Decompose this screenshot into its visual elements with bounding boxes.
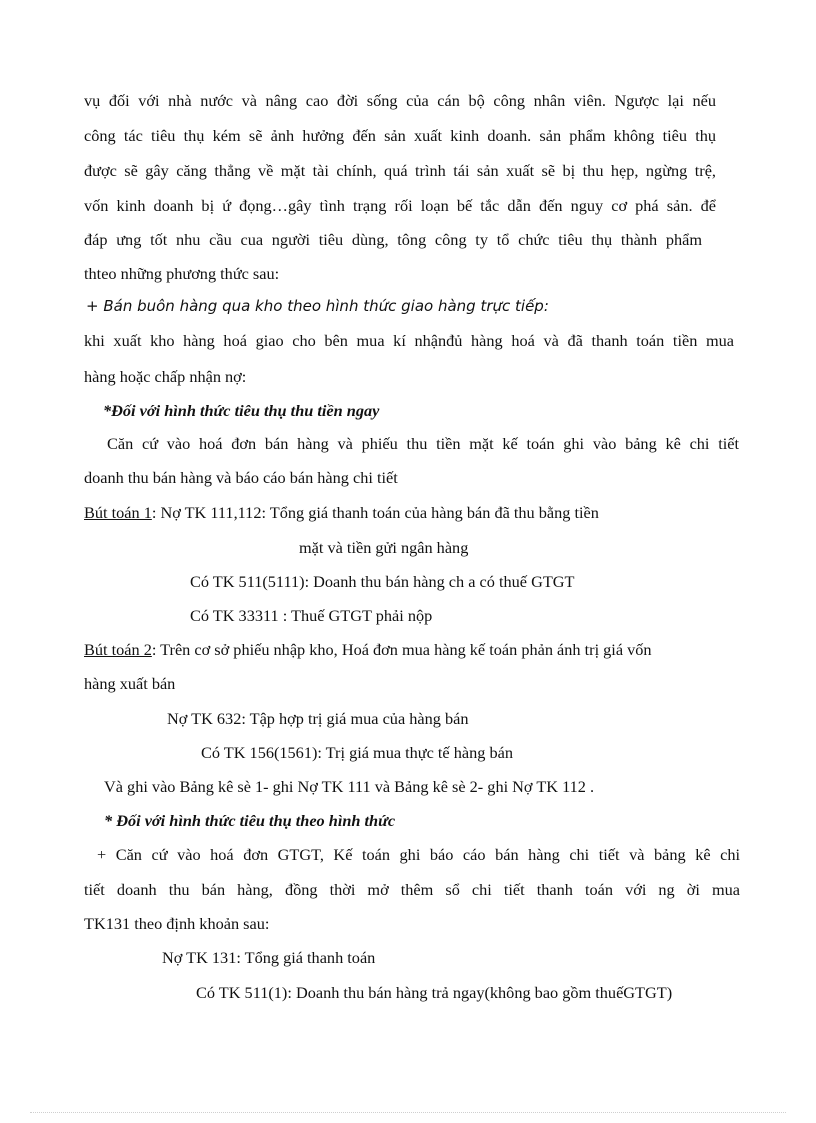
journal-entry-line: Nợ TK 131: Tổng giá thanh toán bbox=[162, 948, 376, 967]
paragraph-line: vốn kinh doanh bị ứ đọng…gây tình trạng rối loạn bế tắc dẫn đến nguy cơ phá sản. để bbox=[84, 196, 716, 215]
paragraph-line: doanh thu bán hàng và báo cáo bán hàng chi tiết bbox=[84, 468, 398, 487]
entry-text: : Trên cơ sở phiếu nhập kho, Hoá đơn mua hàng kế toán phản ánh trị giá vốn bbox=[151, 640, 652, 659]
paragraph-line: được sẽ gây căng thẳng về mặt tài chính, quá trình tái sản xuất sẽ bị thu hẹp, ngừng trệ, bbox=[84, 161, 716, 180]
journal-entry-line: mặt và tiền gửi ngân hàng bbox=[299, 538, 469, 557]
journal-entry-line bbox=[84, 503, 599, 523]
paragraph-line: hàng xuất bán bbox=[84, 674, 176, 693]
paragraph-line: TK131 theo định khoản sau: bbox=[84, 914, 270, 933]
journal-entry-line bbox=[84, 640, 652, 660]
page-bottom-rule bbox=[30, 1112, 786, 1113]
section-heading: *Đối với hình thức tiêu thụ thu tiền ngay bbox=[103, 401, 380, 420]
paragraph-line: Căn cứ vào hoá đơn bán hàng và phiếu thu tiền mặt kế toán ghi vào bảng kê chi tiết bbox=[107, 434, 739, 453]
paragraph-line: + Căn cứ vào hoá đơn GTGT, Kế toán ghi báo cáo bán hàng chi tiết và bảng kê chi bbox=[97, 845, 740, 864]
entry-label: Bút toán 1 bbox=[84, 503, 152, 522]
entry-text: : Nợ TK 111,112: Tổng giá thanh toán của hàng bán đã thu bằng tiền bbox=[151, 503, 599, 522]
paragraph-line: công tác tiêu thụ kém sẽ ảnh hưởng đến sản xuất kinh doanh. sản phẩm không tiêu thụ bbox=[84, 126, 716, 145]
journal-entry-line: Có TK 511(5111): Doanh thu bán hàng ch a có thuế GTGT bbox=[190, 572, 575, 591]
paragraph-line: vụ đối với nhà nước và nâng cao đời sống của cán bộ công nhân viên. Ngược lại nếu bbox=[84, 91, 716, 110]
paragraph-line: tiết doanh thu bán hàng, đồng thời mở thêm sổ chi tiết thanh toán với ng ời mua bbox=[84, 880, 740, 899]
paragraph-line: đáp ưng tốt nhu cầu cua người tiêu dùng, tông công ty tổ chức tiêu thụ thành phẩm bbox=[84, 230, 702, 249]
entry-label: Bút toán 2 bbox=[84, 640, 152, 659]
section-heading: * Đối với hình thức tiêu thụ theo hình thức bbox=[104, 811, 396, 830]
journal-entry-line: Có TK 33311 : Thuế GTGT phải nộp bbox=[190, 606, 433, 625]
paragraph-line: hàng hoặc chấp nhận nợ: bbox=[84, 367, 247, 386]
paragraph-line: Và ghi vào Bảng kê sè 1- ghi Nợ TK 111 và Bảng kê sè 2- ghi Nợ TK 112 . bbox=[104, 777, 595, 796]
journal-entry-line: Có TK 511(1): Doanh thu bán hàng trả ngay(không bao gồm thuếGTGT) bbox=[196, 983, 673, 1002]
paragraph-line: khi xuất kho hàng hoá giao cho bên mua kí nhậnđủ hàng hoá và đã thanh toán tiền mua bbox=[84, 331, 734, 350]
journal-entry-line: Nợ TK 632: Tập hợp trị giá mua của hàng bán bbox=[167, 709, 469, 728]
journal-entry-line: Có TK 156(1561): Trị giá mua thực tế hàng bán bbox=[201, 743, 513, 762]
subsection-heading: + Bán buôn hàng qua kho theo hình thức giao hàng trực tiếp: bbox=[86, 297, 549, 315]
paragraph-line: thteo những phương thức sau: bbox=[84, 264, 280, 283]
